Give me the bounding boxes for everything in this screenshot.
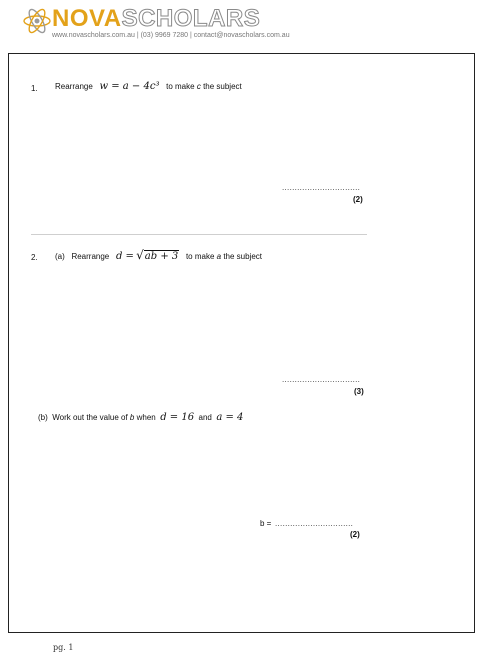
q2b-prompt (38, 412, 243, 423)
q2a-suffix-b: the subject (223, 252, 263, 261)
brand-wordmark (52, 6, 260, 32)
q2b-condition-2: a = 4 (216, 412, 244, 423)
q2b-text-a: Work out the value of (52, 413, 128, 422)
brand-scholars: SCHOLARS (121, 5, 261, 32)
q2a-radicand: ab + 3 (144, 251, 179, 262)
q2b-label: (b) (38, 413, 48, 422)
atom-logo-icon (22, 6, 52, 36)
q2a-suffix-a: to make (185, 252, 215, 261)
contact-line: www.novascholars.com.au | (03) 9969 7280 | contact@novascholars.com.au (52, 32, 290, 39)
q2a-label: (a) (55, 252, 65, 261)
q2a-variable: a (216, 252, 222, 261)
q2b-text-b: when (136, 413, 156, 422)
q1-variable: c (196, 82, 201, 91)
question-sheet (8, 53, 475, 633)
question-divider (31, 234, 367, 235)
q2a-answer-line: ............................... (282, 375, 361, 384)
q1-suffix-a: to make (166, 82, 195, 91)
q1-expression: w = a − 4c³ (99, 81, 160, 92)
brand-nova: NOVA (52, 5, 122, 32)
q2a-sqrt (136, 248, 179, 262)
q2b-variable: b (129, 413, 135, 422)
q2b-joiner: and (198, 413, 212, 422)
q2-number: 2. (31, 253, 38, 262)
q2b-answer-label: b = (260, 519, 272, 528)
q2a-prompt (55, 248, 262, 262)
q1-suffix-b: the subject (203, 82, 242, 91)
q2a-prefix: Rearrange (71, 252, 110, 261)
q2b-answer-line: ............................... (275, 519, 354, 528)
page-header (0, 0, 485, 50)
q1-answer-line: ............................... (282, 183, 361, 192)
q1-prefix: Rearrange (55, 82, 93, 91)
q1-prompt (55, 81, 242, 92)
radical-sign-icon: √ (136, 248, 144, 262)
q2b-condition-1: d = 16 (160, 412, 195, 423)
q1-number: 1. (31, 84, 38, 93)
page-number: pg. 1 (53, 643, 74, 652)
q2b-marks: (2) (350, 530, 360, 539)
q2a-lhs: d = (115, 251, 134, 262)
q2a-marks: (3) (354, 387, 364, 396)
q1-marks: (2) (353, 195, 363, 204)
